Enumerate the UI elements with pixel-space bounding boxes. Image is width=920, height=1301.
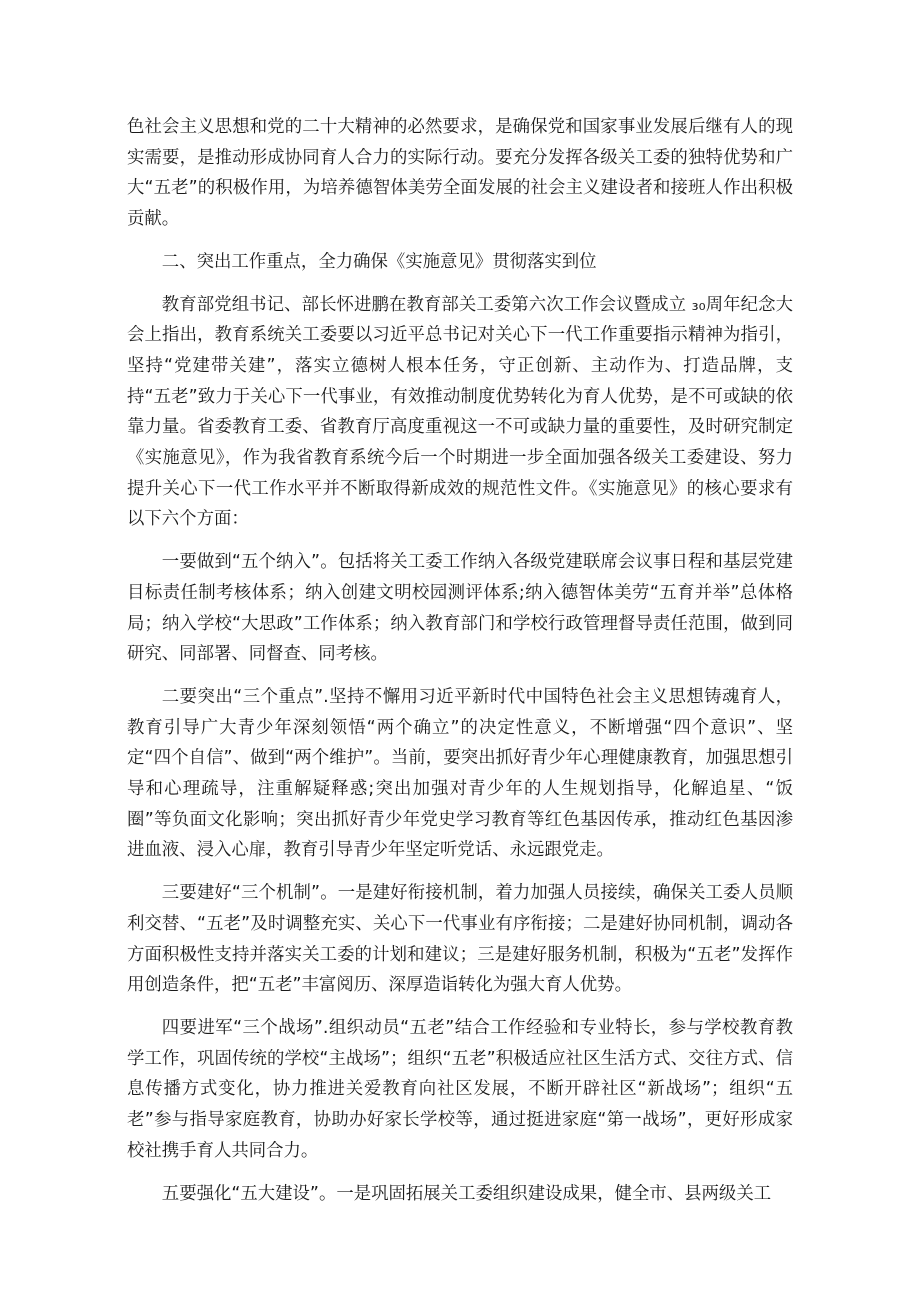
paragraph-item-1: 一要做到“五个纳入”。包括将关工委工作纳入各级党建联席会议事日程和基层党建目标责任制考核体系；纳入创建文明校园测评体系;纳入德智体美劳“五育并举”总体格局；纳入学校“大思政”工作体系；纳入教育部门和学校行政管理督导责任范围，做到同研究、同部署、同督查、同考核。 [127,552,793,665]
paragraph-item-4: 四要进军“三个战场”.组织动员“五老”结合工作经验和专业特长，参与学校教育教学工作，巩固传统的学校“主战场”；组织“五老”积极适应社区生活方式、交往方式、信息传播方式变化，协力推进关爱教育向社区发展，不断开辟社区“新战场”；组织“五老”参与指导家庭教育，协助办好家长学校等，通过挺进家庭“第一战场”，更好形成家校社携手育人共同合力。 [127,1017,793,1161]
paragraph-continuation: 色社会主义思想和党的二十大精神的必然要求，是确保党和国家事业发展后继有人的现实需要，是推动形成协同育人合力的实际行动。要充分发挥各级关工委的独特优势和广大“五老”的积极作用，为培养德智体美劳全面发展的社会主义建设者和接班人作出积极贡献。 [127,117,793,230]
paragraph-item-3: 三要建好“三个机制”。一是建好衔接机制，着力加强人员接续，确保关工委人员顺利交替、“五老”及时调整充实、关心下一代事业有序衔接；二是建好协同机制，调动各方面积极性支持并落实关工委的计划和建议；三是建好服务机制，积极为“五老”发挥作用创造条件，把“五老”丰富阅历、深厚造诣转化为强大育人优势。 [127,883,793,996]
document-body [127,112,793,1221]
paragraph-intro: 教育部党组书记、部长怀进鹏在教育部关工委第六次工作会议暨成立 ₃₀周年纪念大会上指出，教育系统关工委要以习近平总书记对关心下一代工作重要指示精神为指引，坚持“党建带关建”，落实立德树人根本任务，守正创新、主动作为、打造品牌，支持“五老”致力于关心下一代事业，有效推动制度优势转化为育人优势，是不可或缺的依靠力量。省委教育工委、省教育厅高度重视这一不可或缺力量的重要性，及时研究制定《实施意见》，作为我省教育系统今后一个时期进一步全面加强各级关工委建设、努力提升关心下一代工作水平并不断取得新成效的规范性文件。《实施意见》的核心要求有以下六个方面： [127,294,793,530]
section-heading: 二、突出工作重点，全力确保《实施意见》贯彻落实到位 [161,251,597,272]
paragraph-item-5: 五要强化“五大建设”。一是巩固拓展关工委组织建设成果，健全市、县两级关工 [161,1183,772,1204]
paragraph-item-2: 二要突出“三个重点”.坚持不懈用习近平新时代中国特色社会主义思想铸魂育人，教育引导广大青少年深刻领悟“两个确立”的决定性意义，不断增强“四个意识”、坚定“四个自信”、做到“两个维护”。当前，要突出抓好青少年心理健康教育，加强思想引导和心理疏导，注重解疑释惑;突出加强对青少年的人生规划指导，化解追星、“饭圈”等负面文化影响；突出抓好青少年党史学习教育等红色基因传承，推动红色基因渗进血液、浸入心扉，教育引导青少年坚定听党话、永远跟党走。 [127,686,793,861]
